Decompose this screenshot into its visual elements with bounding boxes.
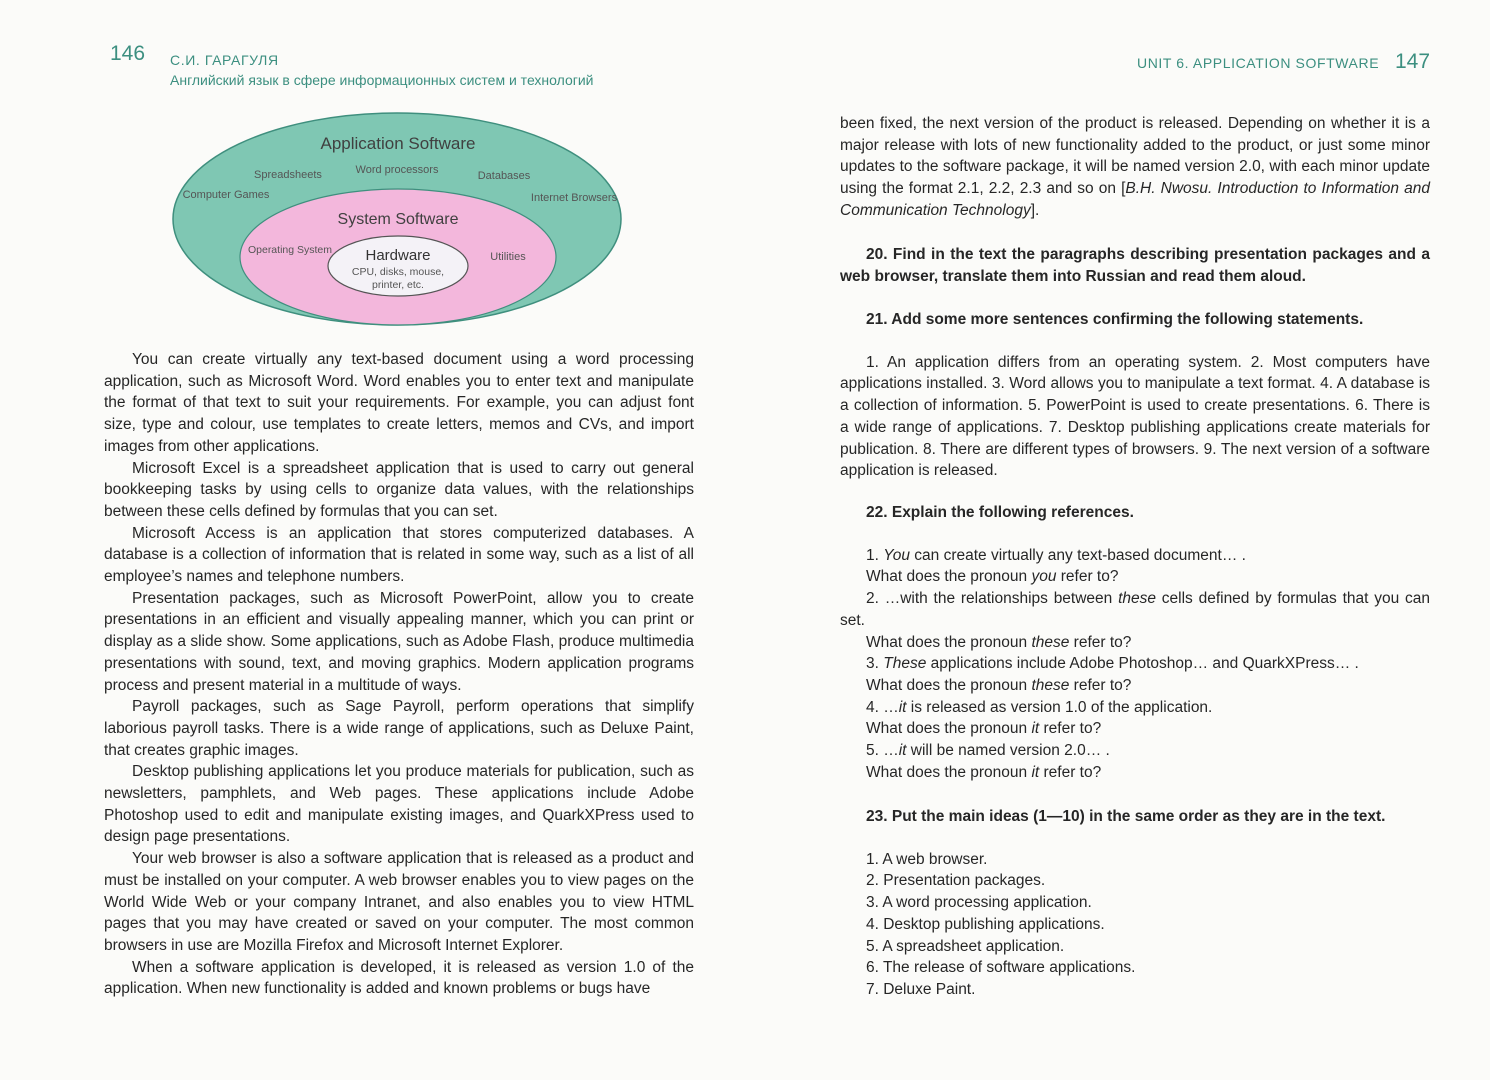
question-2 [840, 632, 1430, 654]
computer-games-text: Computer Games [182, 189, 270, 201]
main-idea-2: 2. Presentation packages. [866, 872, 1046, 890]
main-idea-5: 5. A spreadsheet application. [866, 937, 1065, 955]
q-1-a: What does the pronoun [866, 568, 1032, 586]
diagram-label-internet-browsers [531, 192, 618, 204]
main-idea-7: 7. Deluxe Paint. [866, 980, 976, 998]
ref-2-a: 2. …with the relationships between [866, 590, 1119, 608]
reference-1 [840, 545, 1430, 567]
software-layers-diagram [170, 112, 630, 332]
hardware-subtitle-2: printer, etc. [372, 279, 424, 291]
q-4-em: it [1031, 720, 1040, 738]
question-3 [840, 675, 1430, 697]
main-idea-6: 6. The release of software applications. [866, 959, 1136, 977]
ref-1-a: 1. [866, 546, 884, 564]
unit-header: UNIT 6. APPLICATION SOFTWARE [1137, 55, 1380, 71]
hardware-title: Hardware [365, 247, 431, 264]
main-idea-4: 4. Desktop publishing applications. [866, 915, 1105, 933]
question-1 [840, 566, 1430, 588]
q-3-a: What does the pronoun [866, 676, 1032, 694]
continuation-block [840, 113, 1430, 222]
ref-4-b: is released as version 1.0 of the application. [906, 698, 1213, 716]
internet-browsers-text: Internet Browsers [530, 192, 618, 204]
citation: B.H. Nwosu. Introduction to Information and Communication Technology [840, 180, 1430, 219]
paragraph-presentation: Presentation packages, such as Microsoft PowerPoint, allow you to create presentations in an efficient and visually appealing manner, which you can print or display as a slide show. Some applications, such as Adobe Flash, produce multimedia presentations with sound, text, and moving graphics. Modern application programs process and present material in a multitude of ways. [104, 589, 694, 694]
task-21-statements: 1. An application differs from an operating system. 2. Most computers have applications installed. 3. Word allows you to manipulate a text format. 4. A database is a collection of information. 5. PowerPoint is used to create presentations. 6. There is a wide range of applications. 7. Desktop publishing applications create materials for publication. 8. There are different types of browsers. 9. The next version of a software application is released. [840, 353, 1430, 480]
task-21-heading: 21. Add some more sentences confirming the following statements. [866, 311, 1364, 328]
application-software-title: Application Software [320, 134, 476, 153]
reference-2 [840, 588, 1430, 631]
paragraph-desktop-publishing: Desktop publishing applications let you produce materials for publication, such as newsletters, pamphlets, and Web pages. These applications include Adobe Photoshop used to edit and manipulate existing images, and QuarkXPress used to design page presentations. [104, 763, 694, 846]
task-22-heading: 22. Explain the following references. [866, 504, 1134, 521]
task-20 [840, 244, 1430, 287]
task-23-heading: 23. Put the main ideas (1—10) in the same order as they are in the text. [866, 808, 1386, 825]
reference-5 [840, 740, 1430, 762]
q-2-b: refer to? [1069, 633, 1132, 651]
ref-5-em: it [898, 742, 907, 760]
reference-4 [840, 697, 1430, 719]
continuation-text [840, 113, 1430, 222]
question-5 [840, 762, 1430, 784]
q-5-em: it [1031, 763, 1040, 781]
main-idea-3: 3. A word processing application. [866, 894, 1092, 912]
diagram-label-computer-games [183, 189, 270, 201]
citation-end: ]. [1030, 201, 1040, 219]
ref-4-em: it [898, 698, 907, 716]
diagram-label-word-processors: Word processors [355, 164, 439, 176]
ref-2-b: cells defined by formulas that you can set. [840, 590, 1430, 629]
ref-3-a: 3. [866, 655, 884, 673]
diagram-label-utilities: Utilities [490, 251, 526, 263]
page-number-right: 147 [1395, 50, 1431, 73]
ref-4-a: 4. … [866, 698, 899, 716]
task-22-items [840, 545, 1430, 784]
paragraph-word: You can create virtually any text-based document using a word processing application, such as Microsoft Word. Word enables you to enter text and manipulate the format of that text to suit your requirements. For example, you can adjust font size, type and colour, use templates to create letters, memos and CVs, and import images from other applications. [104, 351, 694, 455]
system-software-title: System Software [337, 211, 459, 228]
task-23-list [840, 849, 1430, 1001]
main-idea-1: 1. A web browser. [866, 850, 988, 868]
q-5-b: refer to? [1039, 763, 1102, 781]
q-5-a: What does the pronoun [866, 763, 1032, 781]
right-page [745, 0, 1490, 1080]
task-20-text: 20. Find in the text the paragraphs describing presentation packages and a web browser, translate them into Russian and read them aloud. [840, 246, 1430, 285]
hardware-subtitle-1: CPU, disks, mouse, [351, 266, 445, 278]
ref-5-b: will be named version 2.0… . [906, 742, 1110, 760]
ref-2-em: these [1118, 590, 1156, 608]
q-3-b: refer to? [1069, 676, 1132, 694]
ref-1-b: can create virtually any text-based document… . [909, 546, 1246, 564]
ref-5-a: 5. … [866, 742, 899, 760]
q-1-b: refer to? [1056, 568, 1119, 586]
ref-3-em: These [883, 655, 927, 673]
q-3-em: these [1031, 676, 1070, 694]
ref-1-em: You [883, 546, 910, 564]
q-2-a: What does the pronoun [866, 633, 1032, 651]
continuation-body: been fixed, the next version of the product is released. Depending on whether it is a major release with lots of new functionality added to the product, or just some minor updates to the software package, it will be named version 2.0, with each minor update using the format 2.1, 2.2, 2.3 and so on [ [840, 115, 1430, 198]
ref-3-b: applications include Adobe Photoshop… and QuarkXPress… . [926, 655, 1359, 673]
paragraph-web-browser: Your web browser is also a software application that is released as a product and must be installed on your computer. A web browser enables you to view pages on the World Wide Web or your company Intranet, and also enables you to view HTML pages that you may have created or saved on your computer. The most common browsers in use are Mozilla Firefox and Microsoft Internet Explorer. [104, 850, 694, 954]
paragraph-access: Microsoft Access is an application that stores computerized databases. A database is a collection of information that is related in some way, such as a list of all employee’s names and telephone numbers. [104, 524, 694, 586]
task-23 [840, 806, 1430, 1001]
reference-3 [840, 653, 1430, 675]
paragraph-excel: Microsoft Excel is a spreadsheet application that is used to carry out general bookkeeping tasks by using cells to organize data values, with the relationships between these cells defined by formulas that you can set. [104, 459, 694, 520]
diagram-label-databases: Databases [477, 170, 531, 182]
book-title-header: Английский язык в сфере информационных систем и технологий [170, 72, 594, 88]
q-4-b: refer to? [1039, 720, 1102, 738]
main-text [104, 349, 694, 1000]
paragraph-versions: When a software application is developed, it is released as version 1.0 of the application. When new functionality is added and known problems or bugs have [104, 958, 694, 998]
diagram-label-spreadsheets: Spreadsheets [254, 169, 322, 181]
task-21 [840, 309, 1430, 482]
page-number-left: 146 [110, 42, 146, 65]
q-1-em: you [1031, 568, 1057, 586]
author-header: С.И. ГАРАГУЛЯ [170, 52, 279, 68]
task-22 [840, 502, 1430, 783]
paragraph-payroll: Payroll packages, such as Sage Payroll, perform operations that simplify laborious payroll tasks. There is a wide range of applications, such as Deluxe Paint, that creates graphic images. [104, 698, 694, 759]
q-2-em: these [1031, 633, 1070, 651]
question-4 [840, 718, 1430, 740]
diagram-label-operating-system: Operating System [247, 244, 333, 256]
q-4-a: What does the pronoun [866, 720, 1032, 738]
